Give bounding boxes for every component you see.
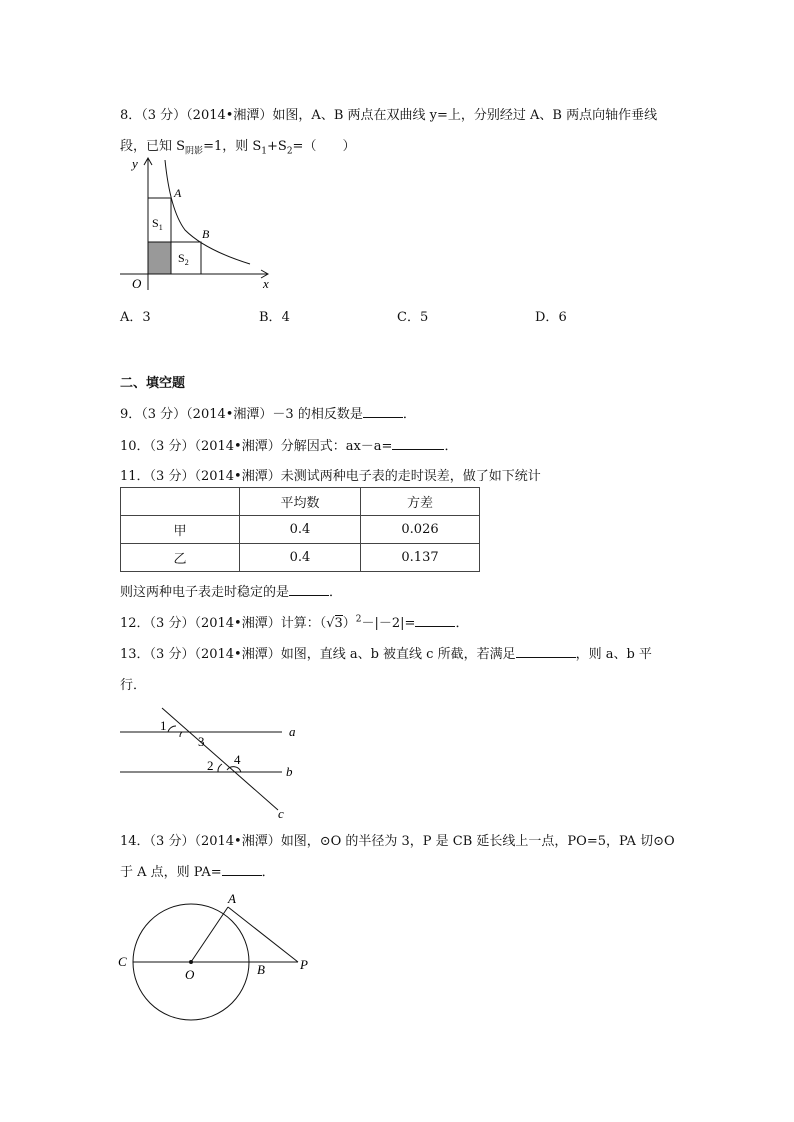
q8-label-s1: $S_1$ bbox=[152, 216, 163, 232]
q14-blank bbox=[222, 863, 262, 876]
q8-text-d: =（ ） bbox=[292, 139, 356, 154]
q13-label-a: a bbox=[289, 724, 296, 739]
q8-text-c: +S bbox=[267, 139, 287, 154]
q14-label-b: B bbox=[257, 962, 265, 977]
q12: 12．（3 分）（2014•湘潭）计算：$(√3)^2-|-2|=$ ． bbox=[120, 614, 469, 631]
q13-label-c: c bbox=[278, 806, 284, 821]
q8-label-b: B bbox=[202, 227, 210, 241]
q12-sqrt: √3 bbox=[326, 616, 343, 631]
table-cell: 0.4 bbox=[240, 516, 361, 544]
q14-label-p: P bbox=[300, 957, 308, 972]
table-cell: 甲 bbox=[121, 516, 240, 544]
q8-sub-1: 1 bbox=[261, 146, 267, 157]
q13-line1: 13．（3 分）（2014•湘潭）如图，直线 a、b 被直线 c 所截，若满足 ，则 a、b 平 bbox=[120, 647, 652, 662]
table-header-row bbox=[121, 488, 480, 516]
q13-label-1: 1 bbox=[160, 718, 167, 733]
q13-blank bbox=[516, 645, 576, 658]
q11-text: 11．（3 分）（2014•湘潭）未测试两种电子表的走时误差，做了如下统计 bbox=[120, 469, 541, 484]
q8-label-o: O bbox=[132, 276, 142, 291]
table-cell: 0.4 bbox=[240, 544, 361, 572]
q8-option-b: B．4 bbox=[259, 310, 290, 325]
q14-tangent-pa bbox=[228, 907, 298, 962]
q14-label-a: A bbox=[228, 891, 236, 906]
q8-label-y: y bbox=[132, 156, 138, 171]
q11-blank bbox=[289, 583, 329, 596]
q13-angle-3-arc bbox=[180, 732, 182, 737]
q14-center-dot bbox=[189, 960, 193, 964]
section2-title: 二、填空题 bbox=[120, 376, 186, 391]
q13-line2: 行． bbox=[120, 678, 147, 693]
q8-label-a: A bbox=[174, 186, 182, 200]
table-cell: 0.026 bbox=[361, 516, 480, 544]
q14-label-c: C bbox=[118, 954, 127, 969]
q14-circle-figure bbox=[110, 885, 325, 1050]
q8-label-x: x bbox=[263, 276, 269, 291]
table-header-cell: 平均数 bbox=[240, 488, 361, 516]
q8-option-a: A．3 bbox=[120, 310, 151, 325]
table-header-cell: 方差 bbox=[361, 488, 480, 516]
q8-hyperbola-figure bbox=[110, 150, 280, 300]
q8-option-c: C．5 bbox=[397, 310, 429, 325]
q8-sub-2: 2 bbox=[286, 146, 293, 157]
q13-angle-1-arc bbox=[168, 726, 176, 732]
q13-angle-2-arc bbox=[218, 764, 222, 772]
q13-parallel-lines-figure bbox=[110, 700, 310, 825]
q14-radius-oa bbox=[191, 907, 228, 962]
q14-line1: 14．（3 分）（2014•湘潭）如图，⊙O 的半径为 3，P 是 CB 延长线上一点，PO=5，PA 切⊙O bbox=[120, 834, 675, 849]
table-header-cell bbox=[121, 488, 240, 516]
q12-blank bbox=[415, 614, 455, 627]
q8-shaded-rect bbox=[148, 242, 171, 274]
q14-label-o: O bbox=[185, 967, 195, 982]
q13-label-b: b bbox=[286, 764, 293, 779]
q10-blank bbox=[392, 437, 444, 450]
q13-line-c bbox=[162, 708, 278, 810]
q8-option-d: D．6 bbox=[535, 310, 567, 325]
q8-label-s2: $S_2$ bbox=[178, 251, 189, 267]
table-cell: 乙 bbox=[121, 544, 240, 572]
table-row bbox=[121, 516, 480, 544]
q8-sub-shadow: 阴影 bbox=[185, 146, 204, 157]
q8-text-b: =1，则 S bbox=[203, 139, 262, 154]
q8-line1: 8．（3 分）（2014•湘潭）如图，A、B 两点在双曲线 y=上，分别经过 A、B 两点向轴作垂线 bbox=[120, 108, 658, 123]
table-cell: 0.137 bbox=[361, 544, 480, 572]
q13-label-4: 4 bbox=[234, 752, 241, 767]
q8-text-a: 段，已知 S bbox=[120, 139, 186, 154]
q11-after: 则这两种电子表走时稳定的是 ． bbox=[120, 585, 343, 600]
q13-label-2: 2 bbox=[207, 758, 214, 773]
table-row bbox=[121, 544, 480, 572]
q9: 9．（3 分）（2014•湘潭）－3 的相反数是 ． bbox=[120, 407, 416, 422]
q10: 10．（3 分）（2014•湘潭）分解因式：ax－a= ． bbox=[120, 439, 458, 454]
q9-blank bbox=[363, 405, 403, 418]
q13-label-3: 3 bbox=[198, 734, 205, 749]
q14-line2: 于 A 点，则 PA= ． bbox=[120, 865, 275, 880]
q11-stats-table bbox=[120, 487, 480, 572]
q8-hyperbola-curve bbox=[165, 160, 250, 264]
